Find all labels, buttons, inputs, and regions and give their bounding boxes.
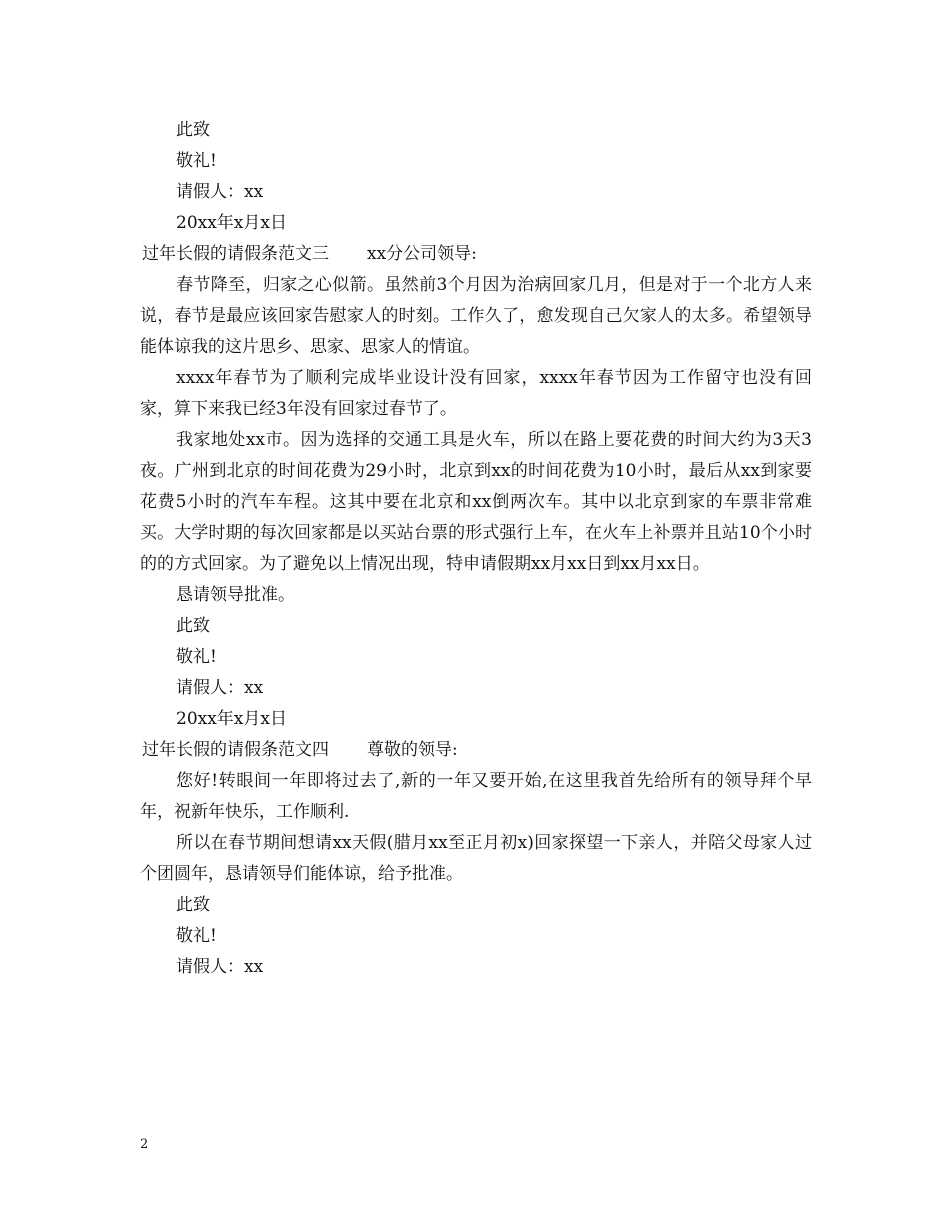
closing-salutation: 此致 <box>176 895 210 915</box>
document-body <box>140 115 812 983</box>
section-heading <box>140 735 812 766</box>
closing-regards: 敬礼! <box>176 647 217 667</box>
body-paragraph: xxxx年春节为了顺利完成毕业设计没有回家，xxxx年春节因为工作留守也没有回家，算下来我已经3年没有回家过春节了。 <box>140 368 812 419</box>
section-heading <box>140 239 812 270</box>
page-number: 2 <box>140 1137 149 1152</box>
applicant-signature: 请假人：xx <box>176 957 264 977</box>
body-paragraph: 所以在春节期间想请xx天假(腊月xx至正月初x)回家探望一下亲人，并陪父母家人过个团圆年，恳请领导们能体谅，给予批准。 <box>140 833 812 884</box>
signature-date: 20xx年x月x日 <box>176 709 287 729</box>
signature-date: 20xx年x月x日 <box>176 213 287 233</box>
body-paragraph: 我家地处xx市。因为选择的交通工具是火车，所以在路上要花费的时间大约为3天3夜。广州到北京的时间花费为29小时，北京到xx的时间花费为10小时，最后从xx到家要花费5小时的汽车车程。这其中要在北京和xx倒两次车。其中以北京到家的车票非常难买。大学时期的每次回家都是以买站台票的形式强行上车，在火车上补票并且站10个小时的的方式回家。为了避免以上情况出现，特申请假期xx月xx日到xx月xx日。 <box>140 430 812 574</box>
section-title: 过年长假的请假条范文三 <box>142 244 329 264</box>
body-paragraph: 您好!转眼间一年即将过去了,新的一年又要开始,在这里我首先给所有的领导拜个早年，祝新年快乐，工作顺利. <box>140 771 812 822</box>
closing-regards: 敬礼! <box>176 926 217 946</box>
approval-request: 恳请领导批准。 <box>176 585 295 605</box>
applicant-signature: 请假人：xx <box>176 182 264 202</box>
section-addressee: xx分公司领导: <box>367 244 477 264</box>
body-paragraph: 春节降至，归家之心似箭。虽然前3个月因为治病回家几月，但是对于一个北方人来说，春节是最应该回家告慰家人的时刻。工作久了，愈发现自己欠家人的太多。希望领导能体谅我的这片思乡、思家、思家人的情谊。 <box>140 275 812 357</box>
applicant-signature: 请假人：xx <box>176 678 264 698</box>
closing-salutation: 此致 <box>176 120 210 140</box>
section-title: 过年长假的请假条范文四 <box>142 740 329 760</box>
closing-regards: 敬礼! <box>176 151 217 171</box>
section-addressee: 尊敬的领导: <box>367 740 458 760</box>
closing-salutation: 此致 <box>176 616 210 636</box>
